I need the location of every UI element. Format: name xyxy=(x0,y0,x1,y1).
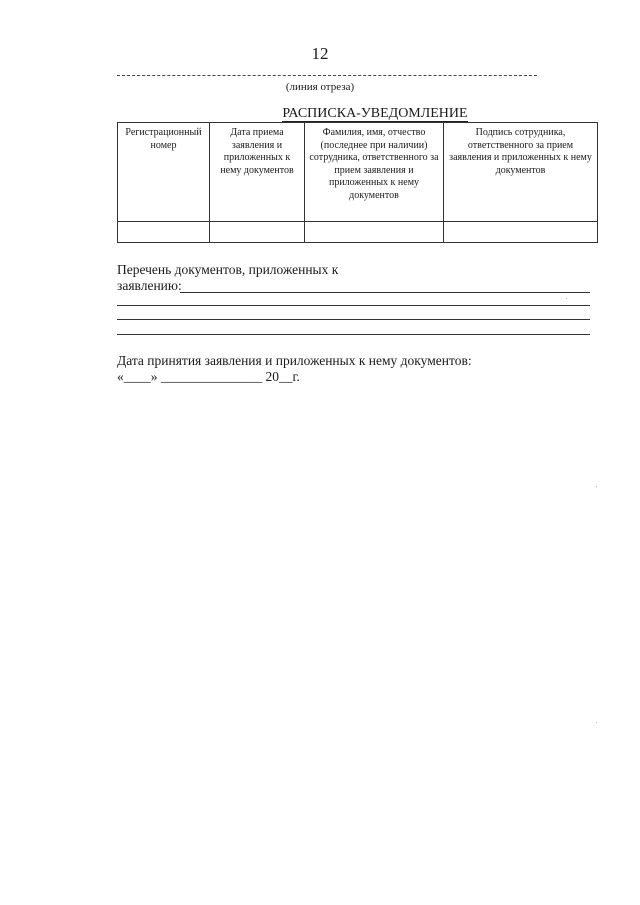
scan-speck xyxy=(596,722,597,723)
acceptance-date-field[interactable]: «____» _______________ 20__г. xyxy=(117,369,300,384)
document-title-text: РАСПИСКА-УВЕДОМЛЕНИЕ xyxy=(282,106,468,121)
header-registration-number: Регистрационный номер xyxy=(118,123,210,222)
cell-employee-signature[interactable] xyxy=(444,222,598,243)
table-header-row xyxy=(118,123,598,222)
cell-registration-number[interactable] xyxy=(118,222,210,243)
cell-receipt-date[interactable] xyxy=(210,222,305,243)
table-row xyxy=(118,222,598,243)
header-employee-name: Фамилия, имя, отчество (последнее при наличии) сотрудника, ответственного за прием заявления и приложенных к нему документов xyxy=(305,123,444,222)
header-receipt-date: Дата приема заявления и приложенных к нему документов xyxy=(210,123,305,222)
documents-list-line[interactable] xyxy=(117,334,590,335)
scan-speck xyxy=(596,486,597,487)
documents-list-label: Перечень документов, приложенных к xyxy=(117,262,339,277)
documents-list-line[interactable] xyxy=(117,319,590,320)
scan-speck xyxy=(566,298,567,299)
documents-list-line[interactable] xyxy=(117,305,590,306)
receipt-table xyxy=(117,122,598,243)
acceptance-date-label: Дата принятия заявления и приложенных к нему документов: xyxy=(117,353,472,368)
cut-line-label: (линия отреза) xyxy=(285,81,355,93)
cut-line xyxy=(117,75,537,76)
document-title xyxy=(0,106,640,122)
header-employee-signature: Подпись сотрудника, ответственного за прием заявления и приложенных к нему документов xyxy=(444,123,598,222)
cell-employee-name[interactable] xyxy=(305,222,444,243)
page-number: 12 xyxy=(311,44,329,63)
documents-list-field-label: заявлению: xyxy=(117,278,182,293)
documents-list-line[interactable] xyxy=(180,292,590,293)
